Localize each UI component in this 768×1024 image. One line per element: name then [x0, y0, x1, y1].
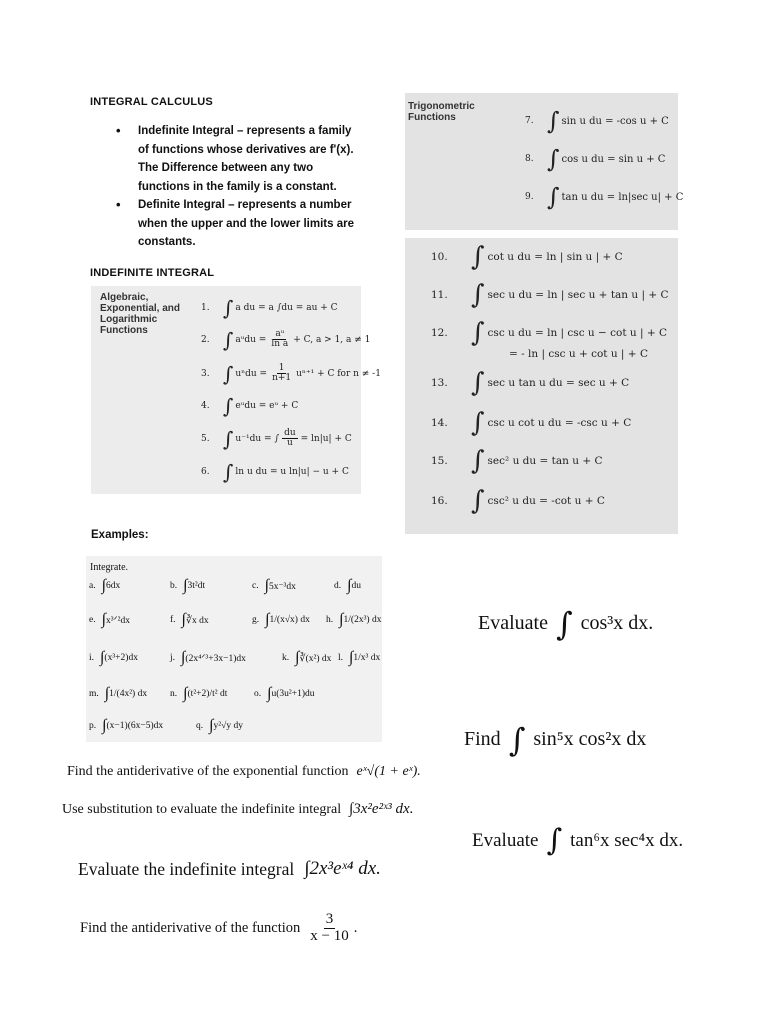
integrate-label: Integrate. — [90, 562, 129, 573]
trig-title: Trigonometric Functions — [408, 101, 475, 123]
problem-exponential-antiderivative: Find the antiderivative of the exponential function eˣ√(1 + eˣ). — [67, 764, 421, 779]
exercise-item: a. ∫ 6dx — [89, 577, 121, 594]
integral-sign: ∫ — [265, 611, 270, 628]
exercise-item: e. ∫ x³ᐟ²dx — [89, 611, 130, 628]
formula-row: 8. ∫ cos u du = sin u + C — [525, 145, 666, 173]
integral-sign: ∫ — [471, 408, 485, 438]
integral-sign: ∫ — [471, 318, 485, 348]
integral-sign: ∫ — [102, 717, 107, 734]
integral-sign: ∫ — [223, 327, 234, 352]
formula-row: 6. ∫ ln u du = u ln|u| − u + C — [201, 460, 349, 484]
integral-sign: ∫ — [471, 280, 485, 310]
formula-row-continued: = - ln | csc u + cot u | + C — [509, 348, 648, 360]
problem-sin-cos-powers: Find ∫ sin⁵x cos²x dx — [464, 720, 647, 759]
formula-row: 7. ∫ sin u du = -cos u + C — [525, 107, 669, 135]
exercise-item: o. ∫ u(3u²+1)du — [254, 685, 315, 702]
integral-sign: ∫ — [181, 611, 186, 628]
integral-sign: ∫ — [100, 649, 105, 666]
formula-row: 1. ∫ a du = a ∫du = au + C — [201, 296, 338, 320]
integral-sign: ∫ — [101, 577, 106, 594]
fraction: $\frac{3}{x - 10}$ — [310, 911, 349, 944]
integral-sign: ∫ — [471, 368, 485, 398]
formula-row: 2. ∫ aᵘdu = $\frac{\text{aᵘ}}{\text{ln a}}$ + C, a > 1, a ≠ 1 — [201, 327, 371, 352]
bullet-indefinite: • Indefinite Integral – represents a family of functions whose derivatives are f'(x). The Difference between any two functions in the family is a constant. — [116, 122, 376, 196]
indefinite-heading: INDEFINITE INTEGRAL — [90, 267, 215, 279]
integral-sign: ∫ — [555, 604, 573, 643]
integral-sign: ∫ — [339, 611, 344, 628]
integral-sign: ∫ — [347, 577, 352, 594]
definition-list — [116, 122, 376, 252]
bullet-definite: • Definite Integral – represents a number when the upper and the lower limits are constants. — [116, 196, 376, 252]
integral-sign: ∫ — [223, 426, 234, 451]
exercise-item: f. ∫ ∛x dx — [170, 611, 209, 628]
problem-cos-cubed: Evaluate ∫ cos³x dx. — [478, 604, 654, 643]
formula-row: 3. ∫ uⁿdu = $\frac{1}{n+1}$ uⁿ⁺¹ + C for n ≠ -1 — [201, 361, 381, 386]
integral-sign: ∫ — [223, 361, 234, 386]
trig-formula-table-continued — [405, 238, 678, 534]
fraction: $\frac{\text{aᵘ}}{\text{ln a}}$ — [271, 329, 289, 350]
algebraic-title: Algebraic, Exponential, and Logarithmic Functions — [100, 292, 181, 336]
integral-sign: ∫ — [508, 720, 526, 759]
integral-sign: ∫ — [264, 577, 269, 594]
integral-sign: ∫ — [471, 446, 485, 476]
formula-row: 5. ∫ u⁻¹du = ∫ $\frac{du}{u}$ = ln|u| + C — [201, 426, 352, 451]
formula-row: 15. ∫ sec² u du = tan u + C — [431, 446, 603, 476]
fraction: $\frac{1}{n+1}$ — [272, 363, 292, 384]
integral-sign: ∫ — [547, 145, 560, 173]
formula-row: 11. ∫ sec u du = ln | sec u + tan u | + C — [431, 280, 669, 310]
integral-sign: ∫ — [181, 649, 186, 666]
exercise-box — [86, 556, 382, 742]
exercise-item: m. ∫ 1/(4x²) dx — [89, 685, 148, 702]
integral-sign: ∫ — [183, 577, 188, 594]
formula-row: 14. ∫ csc u cot u du = -csc u + C — [431, 408, 632, 438]
formula-row: 12. ∫ csc u du = ln | csc u − cot u | + C — [431, 318, 668, 348]
integral-sign: ∫ — [223, 296, 234, 320]
integral-sign: ∫ — [349, 649, 354, 666]
problem-indefinite-integral: Evaluate the indefinite integral ∫2x³eˣ⁴ dx. — [78, 858, 381, 879]
problem-tan-sec-powers: Evaluate ∫ tan⁶x sec⁴x dx. — [472, 823, 684, 858]
formula-row: 4. ∫ eᵘdu = eᵘ + C — [201, 394, 299, 418]
problem-substitution: Use substitution to evaluate the indefinite integral ∫3x²e²ˣ³ dx. — [62, 801, 414, 817]
exercise-item: b. ∫ 3t²dt — [170, 577, 206, 594]
exercise-item: j. ∫ (2x⁴ᐟ³+3x−1)dx — [170, 649, 246, 666]
integral-sign: ∫ — [471, 242, 485, 272]
integral-sign: ∫ — [471, 486, 485, 516]
formula-row: 16. ∫ csc² u du = -cot u + C — [431, 486, 605, 516]
formula-row: 10. ∫ cot u du = ln | sin u | + C — [431, 242, 623, 272]
problem-rational-antiderivative: Find the antiderivative of the function $\frac{3}{x - 10}$ . — [80, 911, 358, 944]
integral-sign: ∫ — [547, 107, 560, 135]
trig-formula-table — [405, 93, 684, 230]
integral-sign: ∫ — [101, 611, 106, 628]
integral-sign: ∫ — [546, 823, 563, 858]
exercise-item: p. ∫ (x−1)(6x−5)dx — [89, 717, 164, 734]
integral-sign: ∫ — [223, 394, 234, 418]
integral-sign: ∫ — [104, 685, 110, 702]
page-heading: INTEGRAL CALCULUS — [90, 96, 213, 108]
exercise-item: i. ∫ (x³+2)dx — [89, 649, 138, 666]
integral-sign: ∫ — [267, 685, 272, 702]
formula-row: 13. ∫ sec u tan u du = sec u + C — [431, 368, 630, 398]
exercise-item: g. ∫ 1/(x√x) dx — [252, 611, 310, 628]
algebraic-formula-table — [91, 286, 381, 494]
integral-sign: ∫ — [183, 685, 188, 702]
integral-sign: ∫ — [295, 649, 300, 666]
fraction: $\frac{du}{u}$ — [284, 428, 296, 449]
exercise-item: l. ∫ 1/x³ dx — [338, 649, 381, 666]
examples-label: Examples: — [91, 529, 149, 541]
exercise-item: q. ∫ y²√y dy — [196, 717, 243, 734]
integral-sign: ∫ — [547, 183, 560, 211]
exercise-item: d. ∫ du — [334, 577, 362, 594]
integral-sign: ∫ — [209, 717, 214, 734]
integral-sign: ∫ — [223, 460, 234, 484]
formula-row: 9. ∫ tan u du = ln|sec u| + C — [525, 183, 684, 211]
exercise-item: h. ∫ 1/(2x³) dx — [326, 611, 382, 628]
exercise-item: n. ∫ (t²+2)/t² dt — [170, 685, 228, 702]
exercise-item: k. ∫ ∛(x²) dx — [282, 649, 332, 666]
exercise-item: c. ∫ 5x⁻³dx — [252, 577, 296, 594]
